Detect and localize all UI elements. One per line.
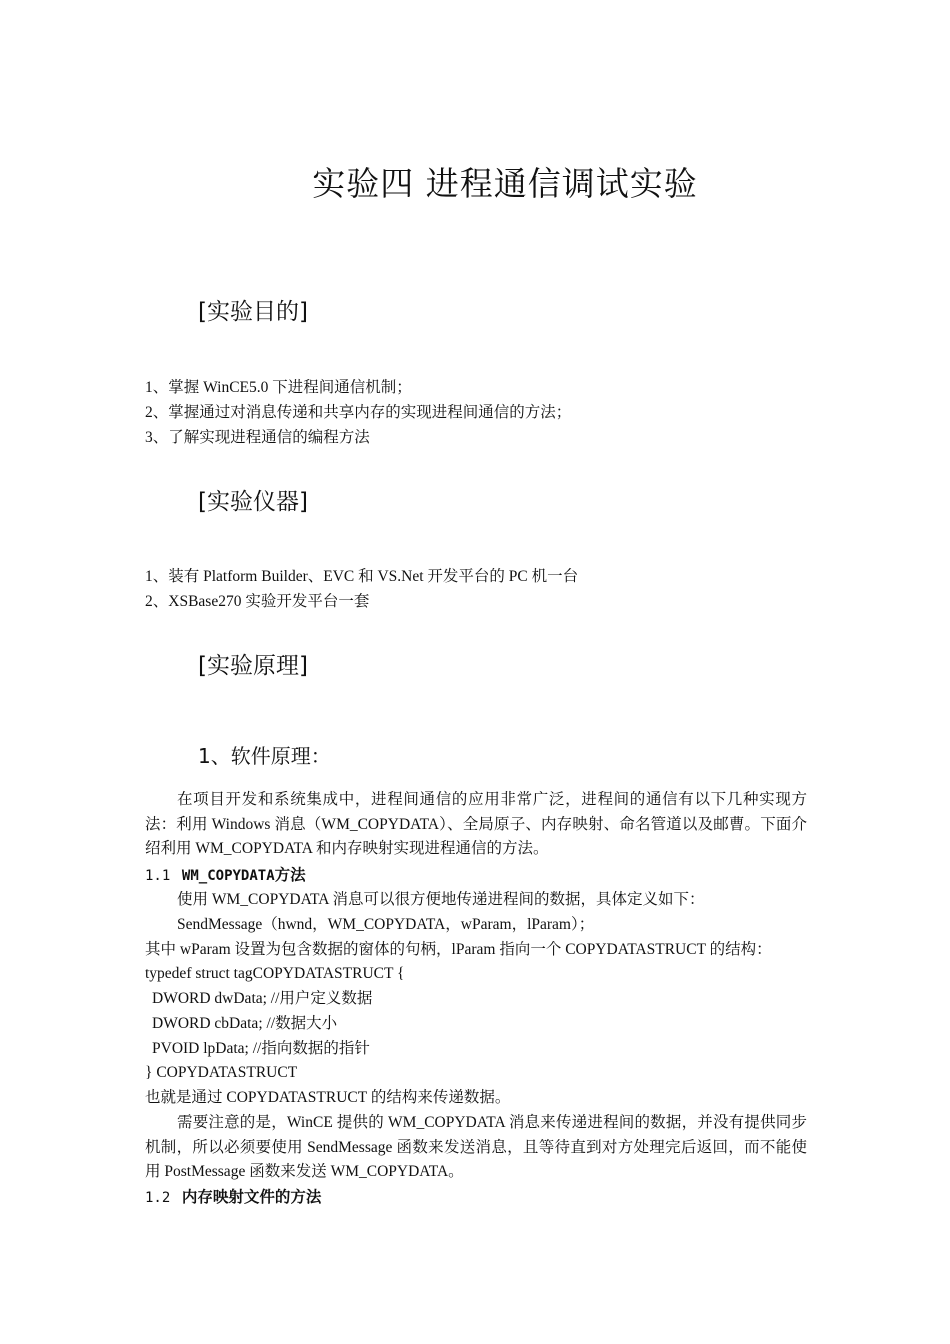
code-line-5: } COPYDATASTRUCT [145,1064,298,1081]
instruments-item-2: 2、XSBase270 实验开发平台一套 [145,593,370,610]
section-1-2-title: 内存映射文件的方法 [181,1189,322,1206]
s11-line-4: 也就是通过 COPYDATASTRUCT 的结构来传递数据。 [145,1089,511,1106]
code-line-1: typedef struct tagCOPYDATASTRUCT { [145,965,405,982]
note-paragraph: 需要注意的是，WinCE 提供的 WM_COPYDATA 消息来传递进程间的数据，并没有提供同步机制，所以必须要使用 SendMessage 函数来发送消息，且等待直到对方处理完后返回，而不能使用 PostMessage 函数来发送 WM_COPYDATA。 [145,1114,807,1180]
purpose-item-2: 2、掌握通过对消息传递和共享内存的实现进程间通信的方法； [145,404,572,421]
section-1-1-number: 1.1 [145,868,171,884]
section-1-1-heading [145,866,306,886]
s11-line-3: 其中 wParam 设置为包含数据的窗体的句柄，lParam 指向一个 COPYDATASTRUCT 的结构： [145,941,772,958]
section-1-2-number: 1.2 [145,1190,171,1206]
code-line-3: DWORD cbData; //数据大小 [152,1015,338,1032]
subheading-software-principle: 1、软件原理： [198,744,331,768]
section-1-2-heading [145,1188,321,1208]
intro-paragraph: 在项目开发和系统集成中，进程间通信的应用非常广泛，进程间的通信有以下几种实现方法：利用 Windows 消息（WM_COPYDATA）、全局原子、内存映射、命名管道以及邮曹。下面介绍利用 WM_COPYDATA 和内存映射实现进程通信的方法。 [145,791,807,857]
purpose-item-1: 1、掌握 WinCE5.0 下进程间通信机制； [145,379,412,396]
code-line-4: PVOID lpData; //指向数据的指针 [152,1040,370,1057]
s11-line-2: SendMessage（hwnd，WM_COPYDATA，wParam，lParam）； [177,916,595,933]
purpose-item-3: 3、了解实现进程通信的编程方法 [145,429,370,446]
s11-line-1: 使用 WM_COPYDATA 消息可以很方便地传递进程间的数据，具体定义如下： [177,891,705,908]
section-heading-principle: [实验原理] [198,653,308,679]
section-1-1-code: WM_COPYDATA [181,868,275,884]
page-title: 实验四 进程通信调试实验 [312,164,698,203]
instruments-item-1: 1、装有 Platform Builder、EVC 和 VS.Net 开发平台的 PC 机一台 [145,568,579,585]
code-line-2: DWORD dwData; //用户定义数据 [152,990,373,1007]
section-heading-instruments: [实验仪器] [198,489,308,515]
section-1-1-title: 方法 [274,867,306,884]
section-heading-purpose: [实验目的] [198,299,308,325]
